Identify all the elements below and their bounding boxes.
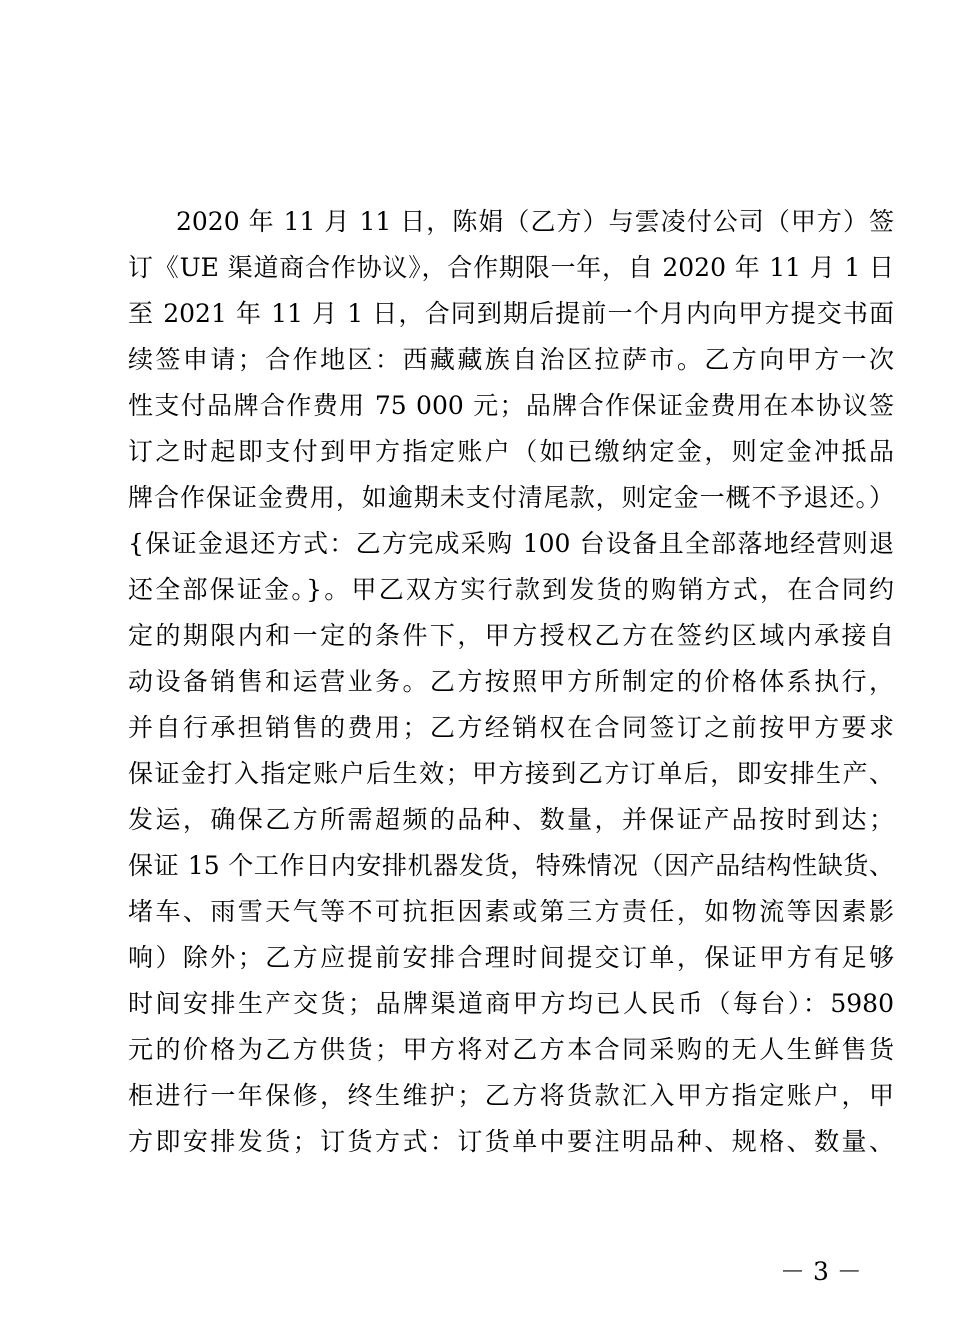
- paragraph-line: 还全部保证金。}。甲乙双方实行款到发货的购销方式，在合同约: [128, 575, 894, 604]
- paragraph-line: 性支付品牌合作费用 75 000 元；品牌合作保证金费用在本协议签: [128, 391, 894, 420]
- paragraph-line: 元的价格为乙方供货；甲方将对乙方本合同采购的无人生鲜售货: [128, 1035, 894, 1064]
- paragraph-line: 动设备销售和运营业务。乙方按照甲方所制定的价格体系执行，: [128, 667, 894, 696]
- paragraph-line: 并自行承担销售的费用；乙方经销权在合同签订之前按甲方要求: [128, 713, 894, 742]
- paragraph-line: 柜进行一年保修，终生维护；乙方将货款汇入甲方指定账户，甲: [128, 1081, 894, 1110]
- paragraph-line: {保证金退还方式：乙方完成采购 100 台设备且全部落地经营则退: [128, 529, 894, 558]
- paragraph-line: 续签申请；合作地区：西藏藏族自治区拉萨市。乙方向甲方一次: [128, 345, 894, 374]
- paragraph-line: 至 2021 年 11 月 1 日，合同到期后提前一个月内向甲方提交书面: [128, 299, 894, 328]
- paragraph-line: 2020 年 11 月 11 日，陈娟（乙方）与雲凌付公司（甲方）签: [176, 207, 894, 236]
- paragraph-line: 牌合作保证金费用，如逾期未支付清尾款，则定金一概不予退还。）: [128, 483, 894, 512]
- page-number: － 3 －: [780, 1257, 862, 1286]
- paragraph-line: 订《UE 渠道商合作协议》，合作期限一年，自 2020 年 11 月 1 日: [128, 253, 894, 282]
- paragraph-line: 发运，确保乙方所需超频的品种、数量，并保证产品按时到达；: [128, 805, 894, 834]
- paragraph-line: 时间安排生产交货；品牌渠道商甲方均已人民币（每台）：5980: [128, 989, 894, 1018]
- paragraph-line: 定的期限内和一定的条件下，甲方授权乙方在签约区域内承接自: [128, 621, 894, 650]
- paragraph-line: 堵车、雨雪天气等不可抗拒因素或第三方责任，如物流等因素影: [128, 897, 894, 926]
- paragraph-line: 方即安排发货；订货方式：订货单中要注明品种、规格、数量、: [128, 1127, 894, 1156]
- paragraph-line: 保证 15 个工作日内安排机器发货，特殊情况（因产品结构性缺货、: [128, 851, 894, 880]
- paragraph-line: 响）除外；乙方应提前安排合理时间提交订单，保证甲方有足够: [128, 943, 894, 972]
- paragraph-line: 保证金打入指定账户后生效；甲方接到乙方订单后，即安排生产、: [128, 759, 894, 788]
- paragraph-line: 订之时起即支付到甲方指定账户（如已缴纳定金，则定金冲抵品: [128, 437, 894, 466]
